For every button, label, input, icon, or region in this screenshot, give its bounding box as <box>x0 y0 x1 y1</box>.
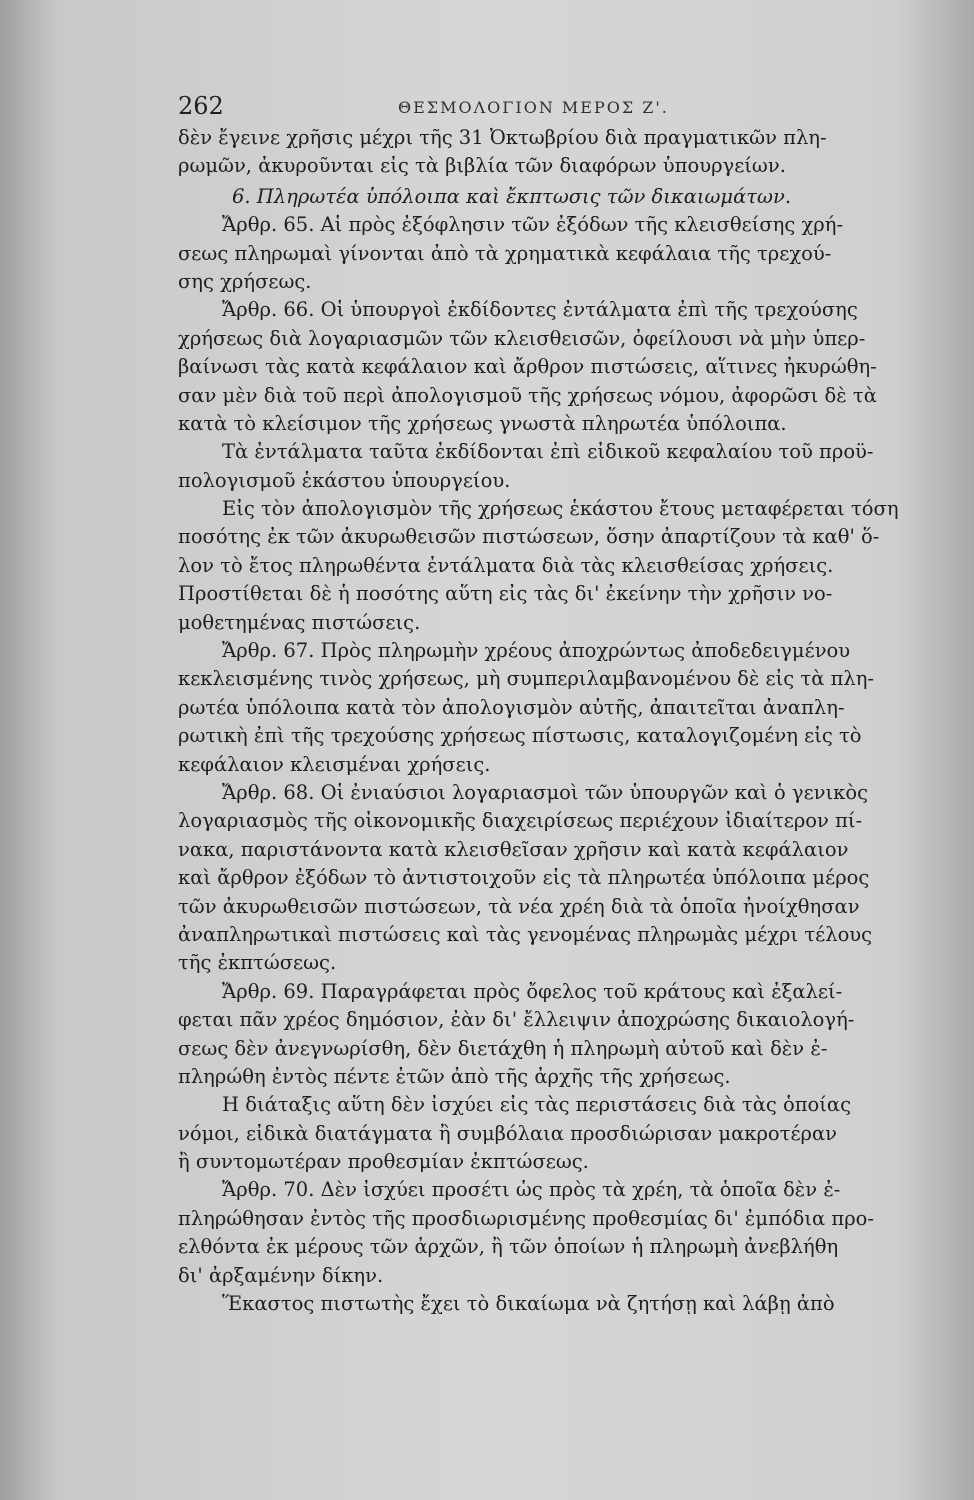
text-line: πληρώθη ἐντὸς πέντε ἐτῶν ἀπὸ τῆς ἀρχῆς τῆς χρήσεως. <box>178 1064 731 1088</box>
text-line: Προστίθεται δὲ ἡ ποσότης αὕτη εἰς τὰς δι' ἐκείνην τὴν χρῆσιν νο- <box>178 582 833 606</box>
text-line: ἀναπληρωτικαὶ πιστώσεις καὶ τὰς γενομένας πληρωμὰς μέχρι τέλους <box>178 922 873 946</box>
article-65-start: Ἄρθρ. 65. Αἱ πρὸς ἐξόφλησιν τῶν ἐξόδων τῆς κλεισθείσης χρή- <box>222 213 844 237</box>
running-title: ΘΕΣΜΟΛΟΓΙΟΝ ΜΕΡΟΣ Ζ'. <box>398 98 669 117</box>
text-line: ποσότης ἐκ τῶν ἀκυρωθεισῶν πιστώσεων, ὅσην ἀπαρτίζουν τὰ καθ' ὅ- <box>178 525 880 549</box>
page-number: 262 <box>178 92 224 120</box>
text-line: κεφάλαιον κλεισμέναι χρήσεις. <box>178 752 491 776</box>
text-line: φεται πᾶν χρέος δημόσιον, ἐὰν δι' ἔλλειψιν ἀποχρώσης δικαιολογή- <box>178 1008 855 1032</box>
text-line: μοθετημένας πιστώσεις. <box>178 610 421 634</box>
text-line: τῶν ἀκυρωθεισῶν πιστώσεων, τὰ νέα χρέη διὰ τὰ ὁποῖα ἠνοίχθησαν <box>178 894 860 918</box>
text-line: κατὰ τὸ κλείσιμον τῆς χρήσεως γνωστὰ πληρωτέα ὑπόλοιπα. <box>178 411 787 435</box>
text-line: νακα, παριστάνοντα κατὰ κλεισθεῖσαν χρῆσιν καὶ κατὰ κεφάλαιον <box>178 837 849 861</box>
paragraph-start: Η διάταξις αὕτη δὲν ἰσχύει εἰς τὰς περιστάσεις διὰ τὰς ὁποίας <box>222 1093 852 1117</box>
text-line: δὲν ἔγεινε χρῆσις μέχρι τῆς 31 Ὀκτωβρίου διὰ πραγματικῶν πλη- <box>178 126 827 149</box>
text-line: κεκλεισμένης τινὸς χρήσεως, μὴ συμπεριλαμβανομένου δὲ εἰς τὰ πλη- <box>178 667 875 691</box>
text-line: καὶ ἄρθρον ἐξόδων τὸ ἀντιστοιχοῦν εἰς τὰ πληρωτέα ὑπόλοιπα μέρος <box>178 866 870 890</box>
article-68-start: Ἄρθρ. 68. Οἱ ἐνιαύσιοι λογαριασμοὶ τῶν ὑπουργῶν καὶ ὁ γενικὸς <box>222 780 869 804</box>
section-heading: 6. Πληρωτέα ὑπόλοιπα καὶ ἔκπτωσις τῶν δικαιωμάτων. <box>232 184 792 208</box>
article-69-start: Ἄρθρ. 69. Παραγράφεται πρὸς ὄφελος τοῦ κράτους καὶ ἐξαλεί- <box>222 979 843 1003</box>
paragraph-start: Ἕκαστος πιστωτὴς ἔχει τὸ δικαίωμα νὰ ζητήσῃ καὶ λάβῃ ἀπὸ <box>222 1292 835 1316</box>
page-header <box>178 92 900 122</box>
text-line: σαν μὲν διὰ τοῦ περὶ ἀπολογισμοῦ τῆς χρήσεως νόμου, ἀφορῶσι δὲ τὰ <box>178 383 877 407</box>
text-line: τῆς ἐκπτώσεως. <box>178 951 337 975</box>
body-text <box>178 124 906 1318</box>
text-line: χρήσεως διὰ λογαριασμῶν τῶν κλεισθεισῶν, ὀφείλουσι νὰ μὴν ὑπερ- <box>178 326 866 350</box>
text-line: ἢ συντομωτέραν προθεσμίαν ἐκπτώσεως. <box>178 1150 589 1174</box>
paragraph-start: Εἰς τὸν ἀπολογισμὸν τῆς χρήσεως ἑκάστου ἔτους μεταφέρεται τόση <box>222 497 899 521</box>
text-line: ελθόντα ἐκ μέρους τῶν ἀρχῶν, ἢ τῶν ὁποίων ἡ πληρωμὴ ἀνεβλήθη <box>178 1235 839 1259</box>
text-line: σεως πληρωμαὶ γίνονται ἀπὸ τὰ χρηματικὰ κεφάλαια τῆς τρεχού- <box>178 241 832 265</box>
article-66-start: Ἄρθρ. 66. Οἱ ὑπουργοὶ ἐκδίδοντες ἐντάλματα ἐπὶ τῆς τρεχούσης <box>222 298 858 322</box>
text-line: σης χρήσεως. <box>178 269 312 293</box>
text-line: ρωμῶν, ἀκυροῦνται εἰς τὰ βιβλία τῶν διαφόρων ὑπουργείων. <box>178 154 786 178</box>
text-line: λον τὸ ἔτος πληρωθέντα ἐντάλματα διὰ τὰς κλεισθείσας χρήσεις. <box>178 553 834 577</box>
text-line: πολογισμοῦ ἑκάστου ὑπουργείου. <box>178 468 511 492</box>
text-line: λογαριασμὸς τῆς οἰκονομικῆς διαχειρίσεως περιέχουν ἰδιαίτερον πί- <box>178 809 863 833</box>
text-line: ρωτικὴ ἐπὶ τῆς τρεχούσης χρήσεως πίστωσις, καταλογιζομένη εἰς τὸ <box>178 724 862 748</box>
paragraph-start: Τὰ ἐντάλματα ταῦτα ἐκδίδονται ἐπὶ εἰδικοῦ κεφαλαίου τοῦ προϋ- <box>222 440 874 464</box>
text-line: νόμοι, εἰδικὰ διατάγματα ἢ συμβόλαια προσδιώρισαν μακροτέραν <box>178 1121 838 1145</box>
text-line: σεως δὲν ἀνεγνωρίσθη, δὲν διετάχθη ἡ πληρωμὴ αὐτοῦ καὶ δὲν ἐ- <box>178 1036 828 1060</box>
text-line: δι' ἀρξαμένην δίκην. <box>178 1263 384 1287</box>
text-line: βαίνωσι τὰς κατὰ κεφάλαιον καὶ ἄρθρον πιστώσεις, αἵτινες ἠκυρώθη- <box>178 355 877 379</box>
article-70-start: Ἄρθρ. 70. Δὲν ἰσχύει προσέτι ὡς πρὸς τὰ χρέη, τὰ ὁποῖα δὲν ἐ- <box>222 1178 841 1202</box>
article-67-start: Ἄρθρ. 67. Πρὸς πληρωμὴν χρέους ἀποχρώντως ἀποδεδειγμένου <box>222 639 851 663</box>
text-line: ρωτέα ὑπόλοιπα κατὰ τὸν ἀπολογισμὸν αὐτῆς, ἀπαιτεῖται ἀναπλη- <box>178 695 845 719</box>
text-line: πληρώθησαν ἐντὸς τῆς προσδιωρισμένης προθεσμίας δι' ἐμπόδια προ- <box>178 1206 874 1230</box>
